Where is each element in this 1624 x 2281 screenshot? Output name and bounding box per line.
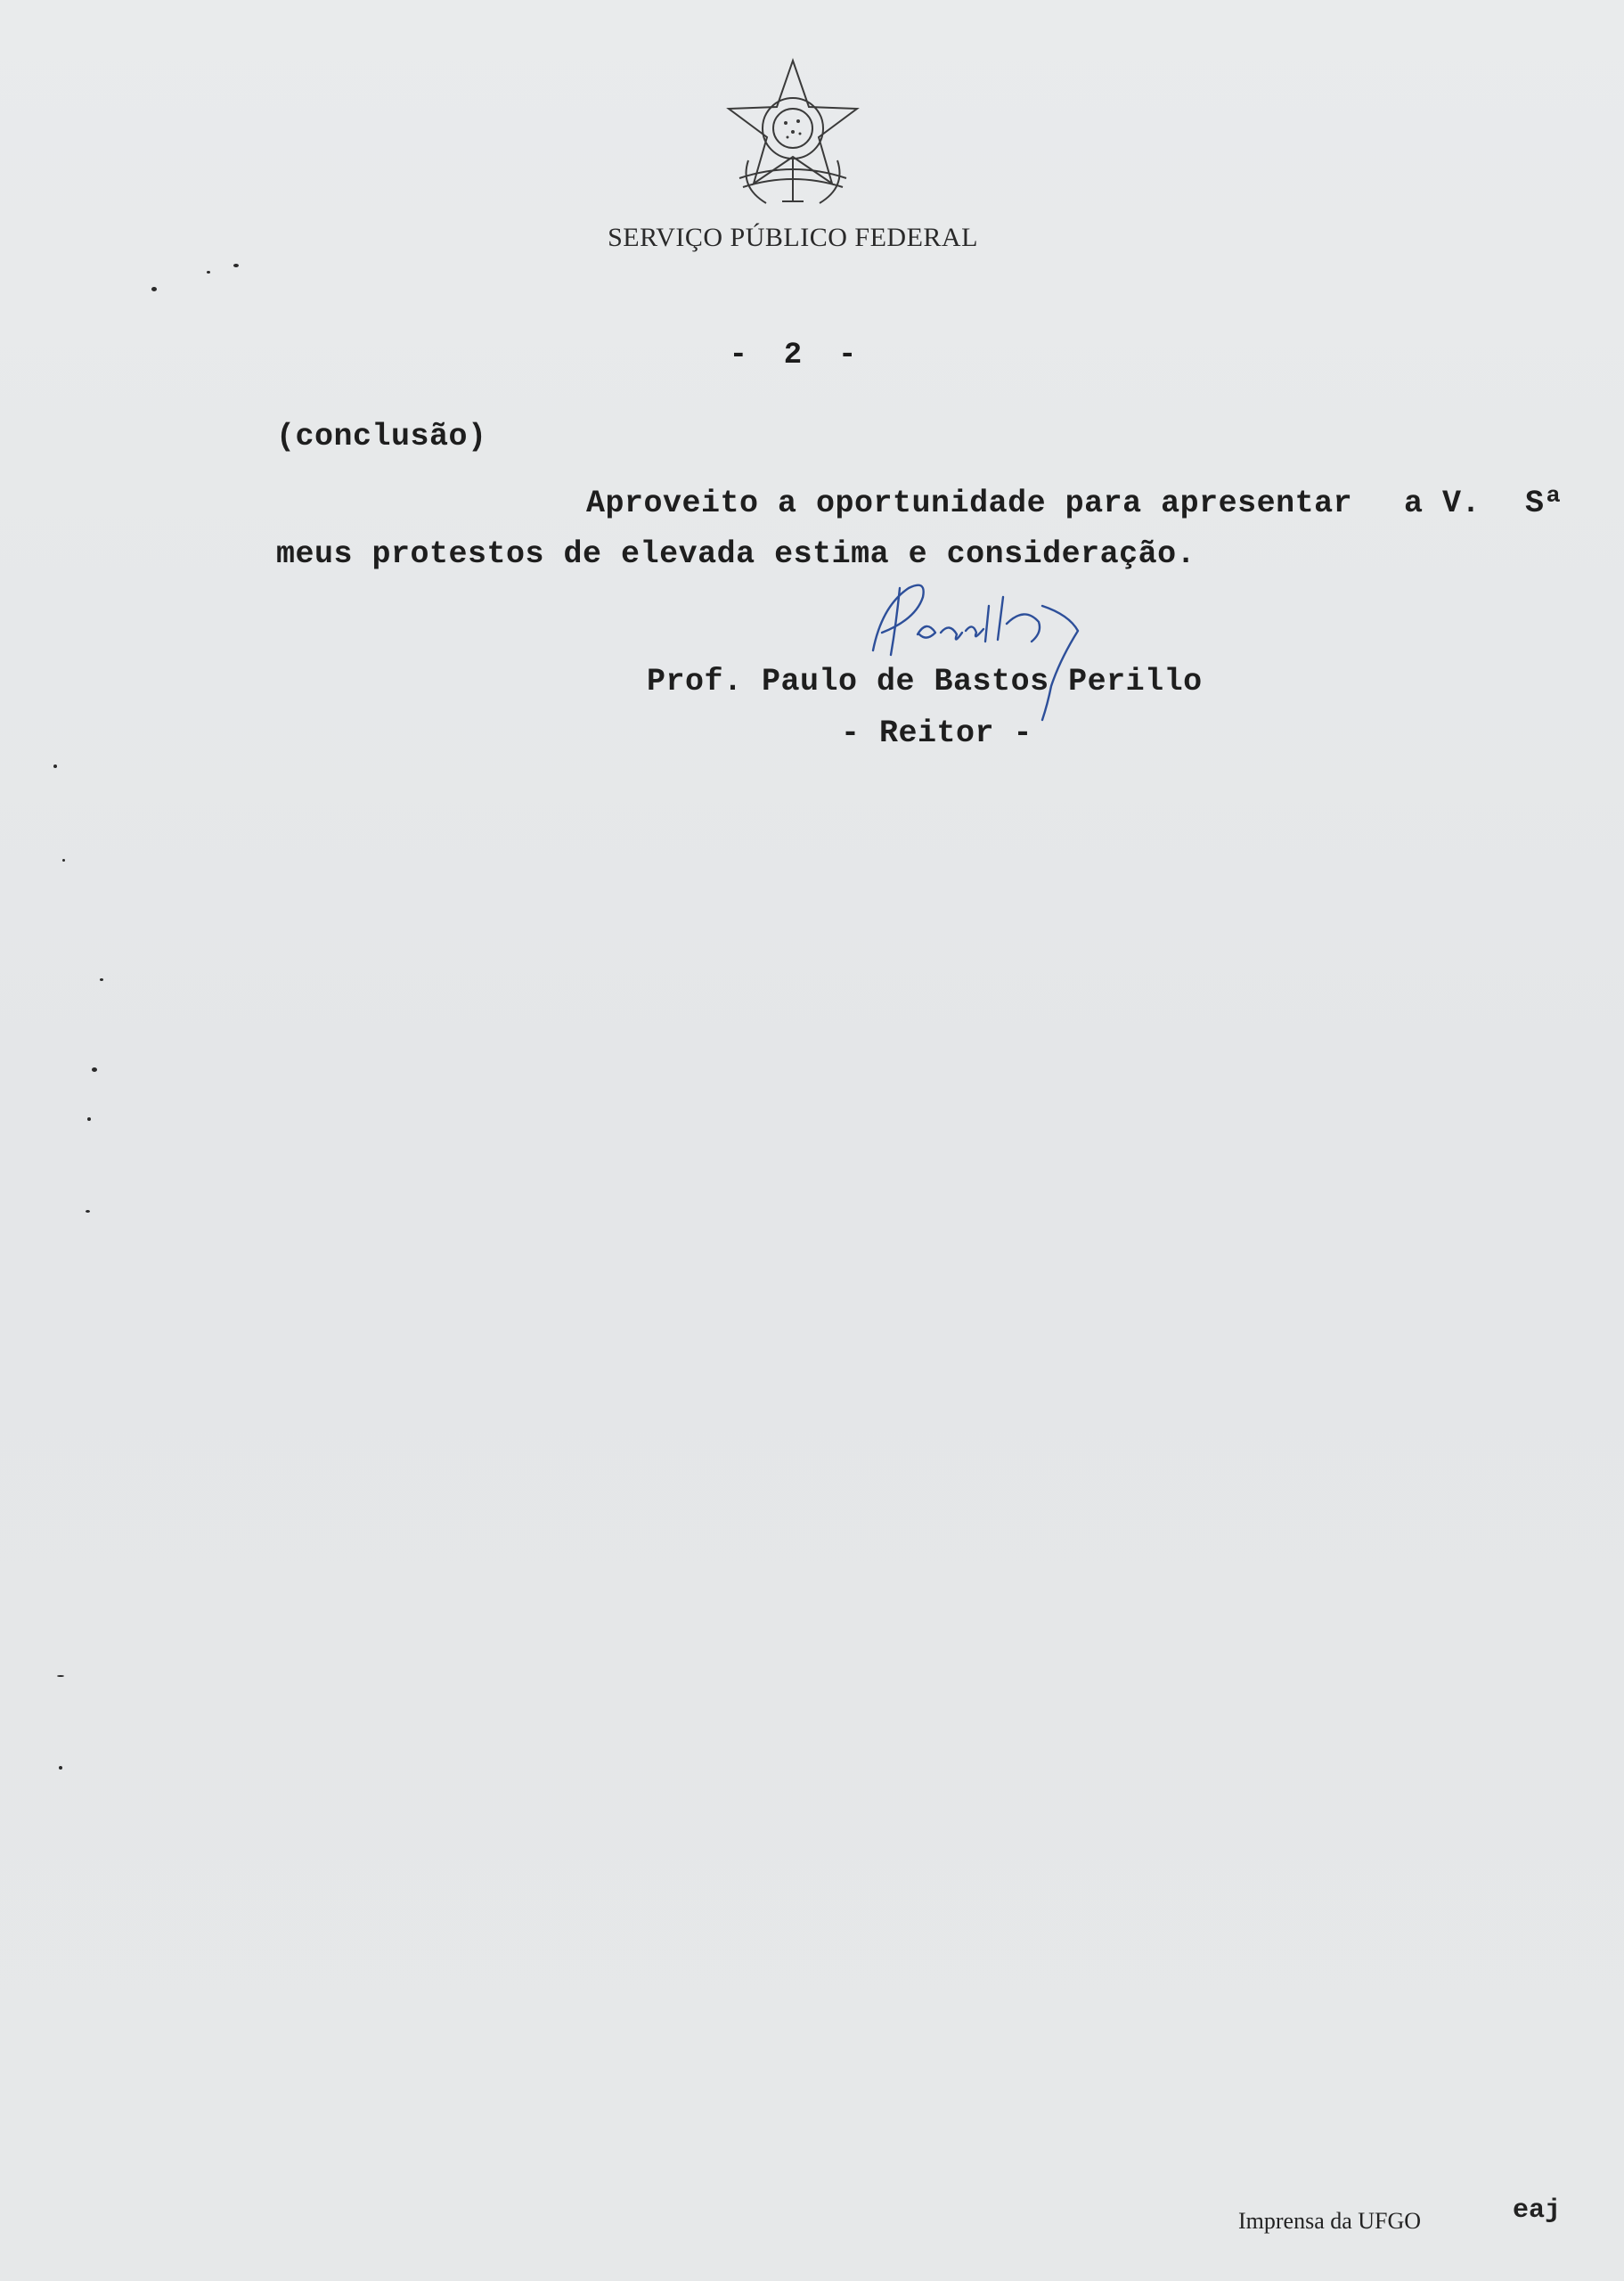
paragraph-line-2: meus protestos de elevada estima e consideração. (276, 536, 1196, 572)
signatory-name: Prof. Paulo de Bastos Perillo (647, 664, 1203, 699)
ink-speck (92, 1067, 97, 1072)
page-number: - 2 - (729, 339, 857, 372)
ink-speck (57, 1675, 64, 1677)
ink-speck (53, 764, 57, 768)
paragraph-sa: Sª (1525, 486, 1564, 521)
ink-speck (233, 264, 239, 267)
ink-speck (87, 1117, 91, 1121)
ink-speck (59, 1766, 62, 1770)
coat-of-arms-icon (713, 53, 873, 214)
ink-speck (86, 1210, 90, 1213)
ink-speck (151, 287, 157, 291)
ink-speck (207, 271, 210, 274)
signatory-role: - Reitor - (841, 715, 1033, 751)
paragraph-line-1: Aproveito a oportunidade para apresentar (586, 486, 1353, 521)
footer-imprint: Imprensa da UFGO (1238, 2208, 1422, 2234)
ink-speck (62, 859, 65, 862)
section-heading: (conclusão) (276, 419, 487, 454)
typist-initials: eaj (1513, 2195, 1562, 2226)
header-title: SERVIÇO PÚBLICO FEDERAL (608, 223, 978, 252)
paragraph-v: a V. (1404, 486, 1481, 521)
ink-speck (100, 978, 103, 981)
